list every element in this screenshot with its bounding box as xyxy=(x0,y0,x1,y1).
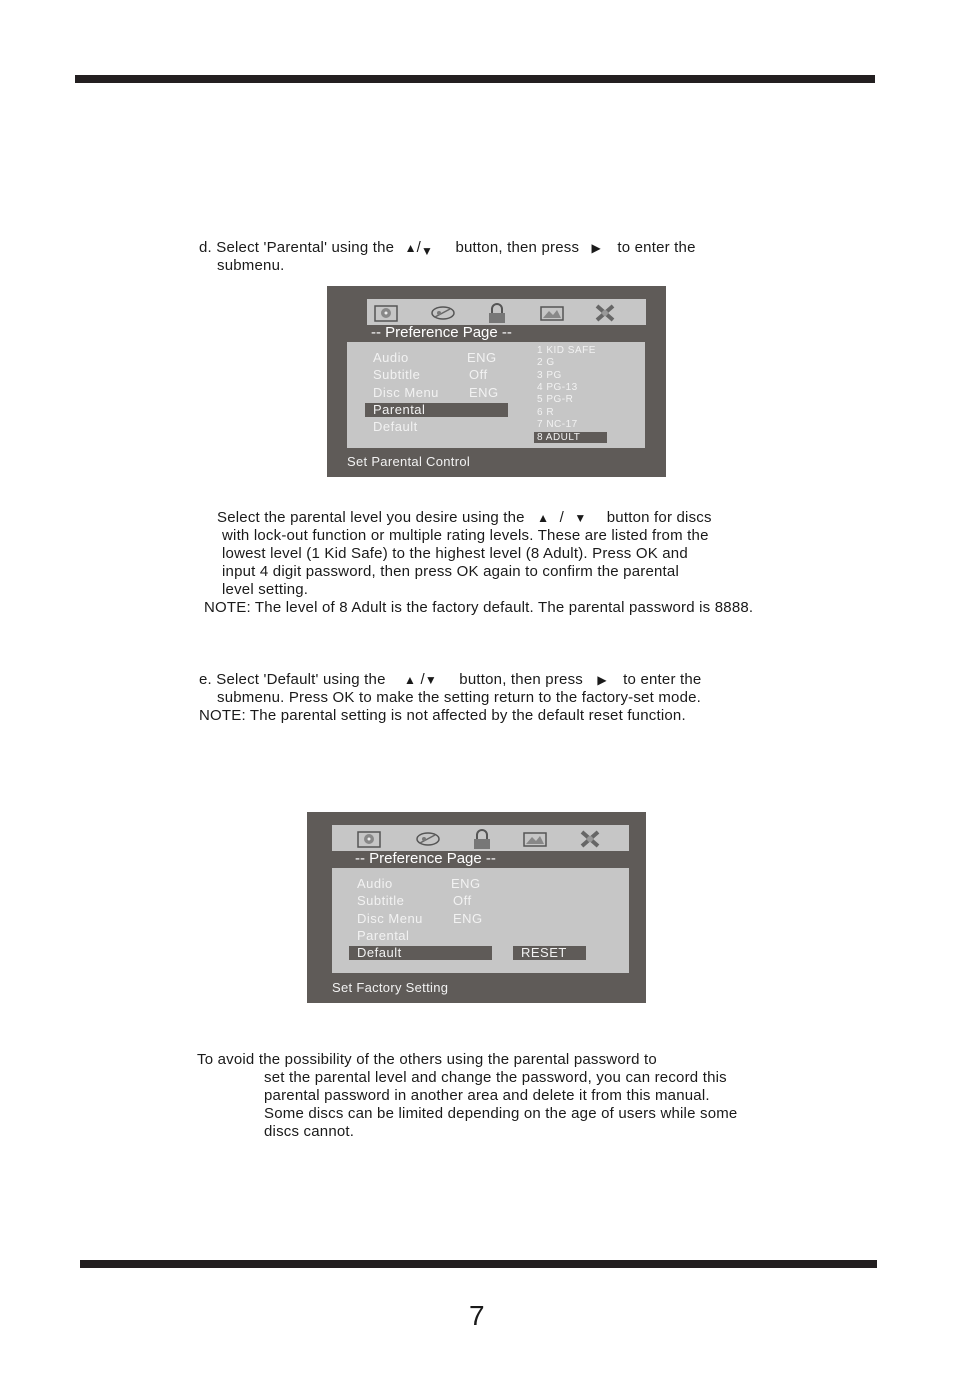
photo-icon xyxy=(522,829,548,849)
avoid-para-line5: discs cannot. xyxy=(264,1123,355,1140)
osd-page-title: -- Preference Page -- xyxy=(332,851,629,868)
step-e-note: NOTE: The parental setting is not affected by the default reset function. xyxy=(199,707,686,724)
osd-status-text: Set Factory Setting xyxy=(332,980,449,995)
photo-icon xyxy=(539,303,565,323)
osd-icon-bar xyxy=(367,299,646,325)
lock-icon xyxy=(484,303,510,323)
page-number: 7 xyxy=(469,1300,485,1331)
disc-icon xyxy=(356,829,382,849)
osd-page-title: -- Preference Page -- xyxy=(347,325,645,342)
osd-value-subtitle: Off xyxy=(453,893,472,908)
step-e-line2: submenu. Press OK to make the setting return to the factory-set mode. xyxy=(217,689,702,706)
avoid-para-line1: To avoid the possibility of the others using the parental password to xyxy=(197,1051,657,1068)
speaker-icon xyxy=(430,303,456,323)
level-option[interactable]: 1 KID SAFE xyxy=(537,345,596,356)
disc-icon xyxy=(373,303,399,323)
level-option[interactable]: 7 NC-17 xyxy=(537,419,578,430)
osd-value-audio: ENG xyxy=(467,350,497,365)
down-arrow-icon: ▼ xyxy=(424,673,437,687)
osd-item-disc-menu[interactable]: Disc Menu xyxy=(357,911,423,926)
parental-para-line2: with lock-out function or multiple rating levels. These are listed from the xyxy=(222,527,709,544)
up-arrow-icon: ▲ xyxy=(537,511,550,525)
level-option[interactable]: 3 PG xyxy=(537,370,562,381)
step-d-line1: d. Select 'Parental' using the ▲/▼ button, then press ▶ to enter the xyxy=(199,239,696,258)
osd-default-screen xyxy=(307,812,646,1003)
osd-value-disc-menu: ENG xyxy=(453,911,483,926)
lock-icon xyxy=(469,829,495,849)
level-option-selected[interactable]: 8 ADULT xyxy=(537,432,581,443)
osd-reset-option[interactable]: RESET xyxy=(521,945,567,960)
parental-para-line1: Select the parental level you desire using the ▲ / ▼ button for discs xyxy=(217,509,712,526)
level-option[interactable]: 6 R xyxy=(537,407,555,418)
level-option[interactable]: 5 PG-R xyxy=(537,394,574,405)
osd-item-parental[interactable]: Parental xyxy=(373,402,426,417)
top-rule xyxy=(75,75,875,83)
osd-item-default[interactable]: Default xyxy=(357,945,402,960)
osd-item-parental[interactable]: Parental xyxy=(357,928,410,943)
exit-icon xyxy=(577,829,603,849)
exit-icon xyxy=(592,303,618,323)
osd-status-text: Set Parental Control xyxy=(347,454,471,469)
level-option[interactable]: 4 PG-13 xyxy=(537,382,578,393)
parental-para-line3: lowest level (1 Kid Safe) to the highest level (8 Adult). Press OK and xyxy=(222,545,688,562)
down-arrow-icon: ▼ xyxy=(574,511,587,525)
osd-item-disc-menu[interactable]: Disc Menu xyxy=(373,385,439,400)
osd-item-default[interactable]: Default xyxy=(373,419,418,434)
osd-value-subtitle: Off xyxy=(469,367,488,382)
step-d-line2: submenu. xyxy=(217,257,285,274)
osd-item-subtitle[interactable]: Subtitle xyxy=(357,893,405,908)
right-arrow-icon: ▶ xyxy=(597,673,607,687)
osd-value-disc-menu: ENG xyxy=(469,385,499,400)
avoid-para-line2: set the parental level and change the password, you can record this xyxy=(264,1069,727,1086)
parental-note: NOTE: The level of 8 Adult is the factory default. The parental password is 8888. xyxy=(204,599,754,616)
osd-parental-screen xyxy=(327,286,666,477)
up-arrow-icon: ▲ xyxy=(404,673,417,687)
osd-item-subtitle[interactable]: Subtitle xyxy=(373,367,421,382)
osd-value-audio: ENG xyxy=(451,876,481,891)
right-arrow-icon: ▶ xyxy=(591,241,601,255)
step-e-line1: e. Select 'Default' using the ▲ /▼ button, then press ▶ to enter the xyxy=(199,671,702,688)
parental-para-line4: input 4 digit password, then press OK again to confirm the parental xyxy=(222,563,679,580)
osd-item-audio[interactable]: Audio xyxy=(357,876,393,891)
down-arrow-icon: ▼ xyxy=(421,244,434,258)
up-arrow-icon: ▲ xyxy=(404,241,417,255)
parental-para-line5: level setting. xyxy=(222,581,309,598)
avoid-para-line3: parental password in another area and delete it from this manual. xyxy=(264,1087,710,1104)
level-option[interactable]: 2 G xyxy=(537,357,555,368)
avoid-para-line4: Some discs can be limited depending on the age of users while some xyxy=(264,1105,738,1122)
bottom-rule xyxy=(80,1260,877,1268)
osd-icon-bar xyxy=(332,825,629,851)
speaker-icon xyxy=(415,829,441,849)
osd-item-audio[interactable]: Audio xyxy=(373,350,409,365)
